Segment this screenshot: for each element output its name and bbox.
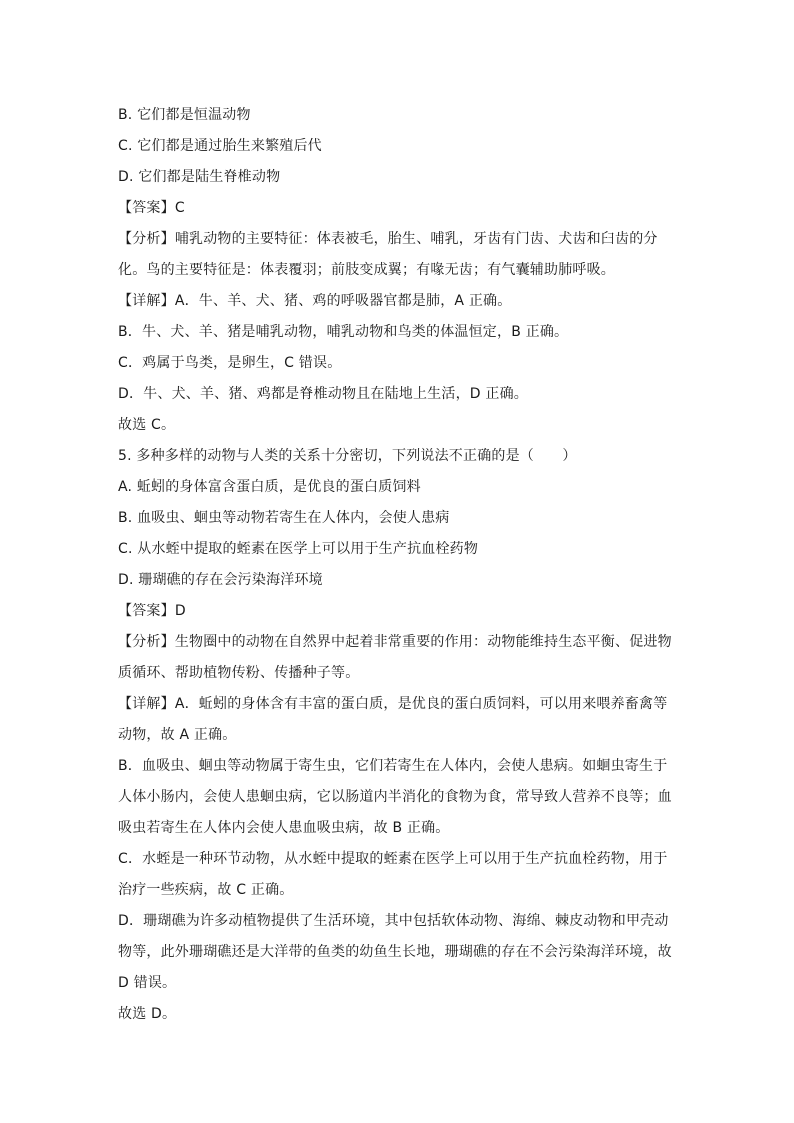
q5-question: 5. 多种多样的动物与人类的关系十分密切，下列说法不正确的是（ ） <box>118 448 577 464</box>
answer-value: C <box>174 200 185 216</box>
q4-answer <box>118 193 674 224</box>
q5-option-c: C. 从水蛭中提取的蛭素在医学上可以用于生产抗血栓药物 <box>118 541 479 557</box>
analysis-tag: 【分析】 <box>118 231 175 247</box>
q4-option-d: D. 它们都是陆生脊椎动物 <box>118 169 281 185</box>
q5-option-a: A. 蚯蚓的身体富含蛋白质，是优良的蛋白质饲料 <box>118 479 421 495</box>
q5-option-b: B. 血吸虫、蛔虫等动物若寄生在人体内，会使人患病 <box>118 510 450 526</box>
q5-detail-d-line-1: D．珊瑚礁为许多动植物提供了生活环境，其中包括软体动物、海绵、棘皮动物和甲壳动 <box>118 913 669 929</box>
q5-detail-c-line-1: C．水蛭是一种环节动物，从水蛭中提取的蛭素在医学上可以用于生产抗血栓药物，用于 <box>118 851 668 867</box>
q5-detail-d-line-2: 物等，此外珊瑚礁还是大洋带的鱼类的幼鱼生长地，珊瑚礁的存在不会污染海洋环境，故 <box>118 944 672 960</box>
q5-detail-d-line-3: D 错误。 <box>118 975 177 991</box>
q5-analysis-line-2: 质循环、帮助植物传粉、传播种子等。 <box>118 665 360 681</box>
detail-tag: 【详解】 <box>118 696 175 712</box>
analysis-text: 哺乳动物的主要特征：体表被毛，胎生、哺乳，牙齿有门齿、犬齿和臼齿的分 <box>174 231 658 247</box>
q4-detail-d: D．牛、犬、羊、猪、鸡都是脊椎动物且在陆地上生活，D 正确。 <box>118 386 529 402</box>
analysis-tag: 【分析】 <box>118 634 175 650</box>
answer-tag: 【答案】 <box>118 200 175 216</box>
q5-option-d: D. 珊瑚礁的存在会污染海洋环境 <box>118 572 323 588</box>
q4-detail-a <box>118 286 674 317</box>
q4-conclusion: 故选 C。 <box>118 417 176 433</box>
answer-tag: 【答案】 <box>118 603 175 619</box>
q5-conclusion: 故选 D。 <box>118 1006 177 1022</box>
q5-detail-b-line-1: B．血吸虫、蛔虫等动物属于寄生虫，它们若寄生在人体内，会使人患病。如蛔虫寄生于 <box>118 758 668 774</box>
detail-tag: 【详解】 <box>118 293 175 309</box>
q5-detail-a-line-2: 动物，故 A 正确。 <box>118 727 237 743</box>
q4-detail-b: B．牛、犬、羊、猪是哺乳动物，哺乳动物和鸟类的体温恒定，B 正确。 <box>118 324 569 340</box>
answer-value: D <box>174 603 186 619</box>
detail-text: A．牛、羊、犬、猪、鸡的呼吸器官都是肺，A 正确。 <box>174 293 512 309</box>
q4-option-b: B. 它们都是恒温动物 <box>118 107 251 123</box>
q5-detail-a-line-1 <box>118 689 674 720</box>
q4-option-c: C. 它们都是通过胎生来繁殖后代 <box>118 138 322 154</box>
detail-text: A．蚯蚓的身体含有丰富的蛋白质，是优良的蛋白质饲料，可以用来喂养畜禽等 <box>174 696 668 712</box>
analysis-text: 生物圈中的动物在自然界中起着非常重要的作用：动物能维持生态平衡、促进物 <box>174 634 672 650</box>
q5-detail-b-line-2: 人体小肠内，会使人患蛔虫病，它以肠道内半消化的食物为食，常导致人营养不良等；血 <box>118 789 672 805</box>
q4-analysis-line-2: 化。鸟的主要特征是：体表覆羽；前肢变成翼；有喙无齿；有气囊辅助肺呼吸。 <box>118 262 615 278</box>
document-page <box>118 100 674 1030</box>
q5-answer <box>118 596 674 627</box>
q4-detail-c: C．鸡属于鸟类，是卵生，C 错误。 <box>118 355 342 371</box>
q4-analysis-line-1 <box>118 224 674 255</box>
q5-detail-c-line-2: 治疗一些疾病，故 C 正确。 <box>118 882 294 898</box>
q5-analysis-line-1 <box>118 627 674 658</box>
q5-detail-b-line-3: 吸虫若寄生在人体内会使人患血吸虫病，故 B 正确。 <box>118 820 450 836</box>
